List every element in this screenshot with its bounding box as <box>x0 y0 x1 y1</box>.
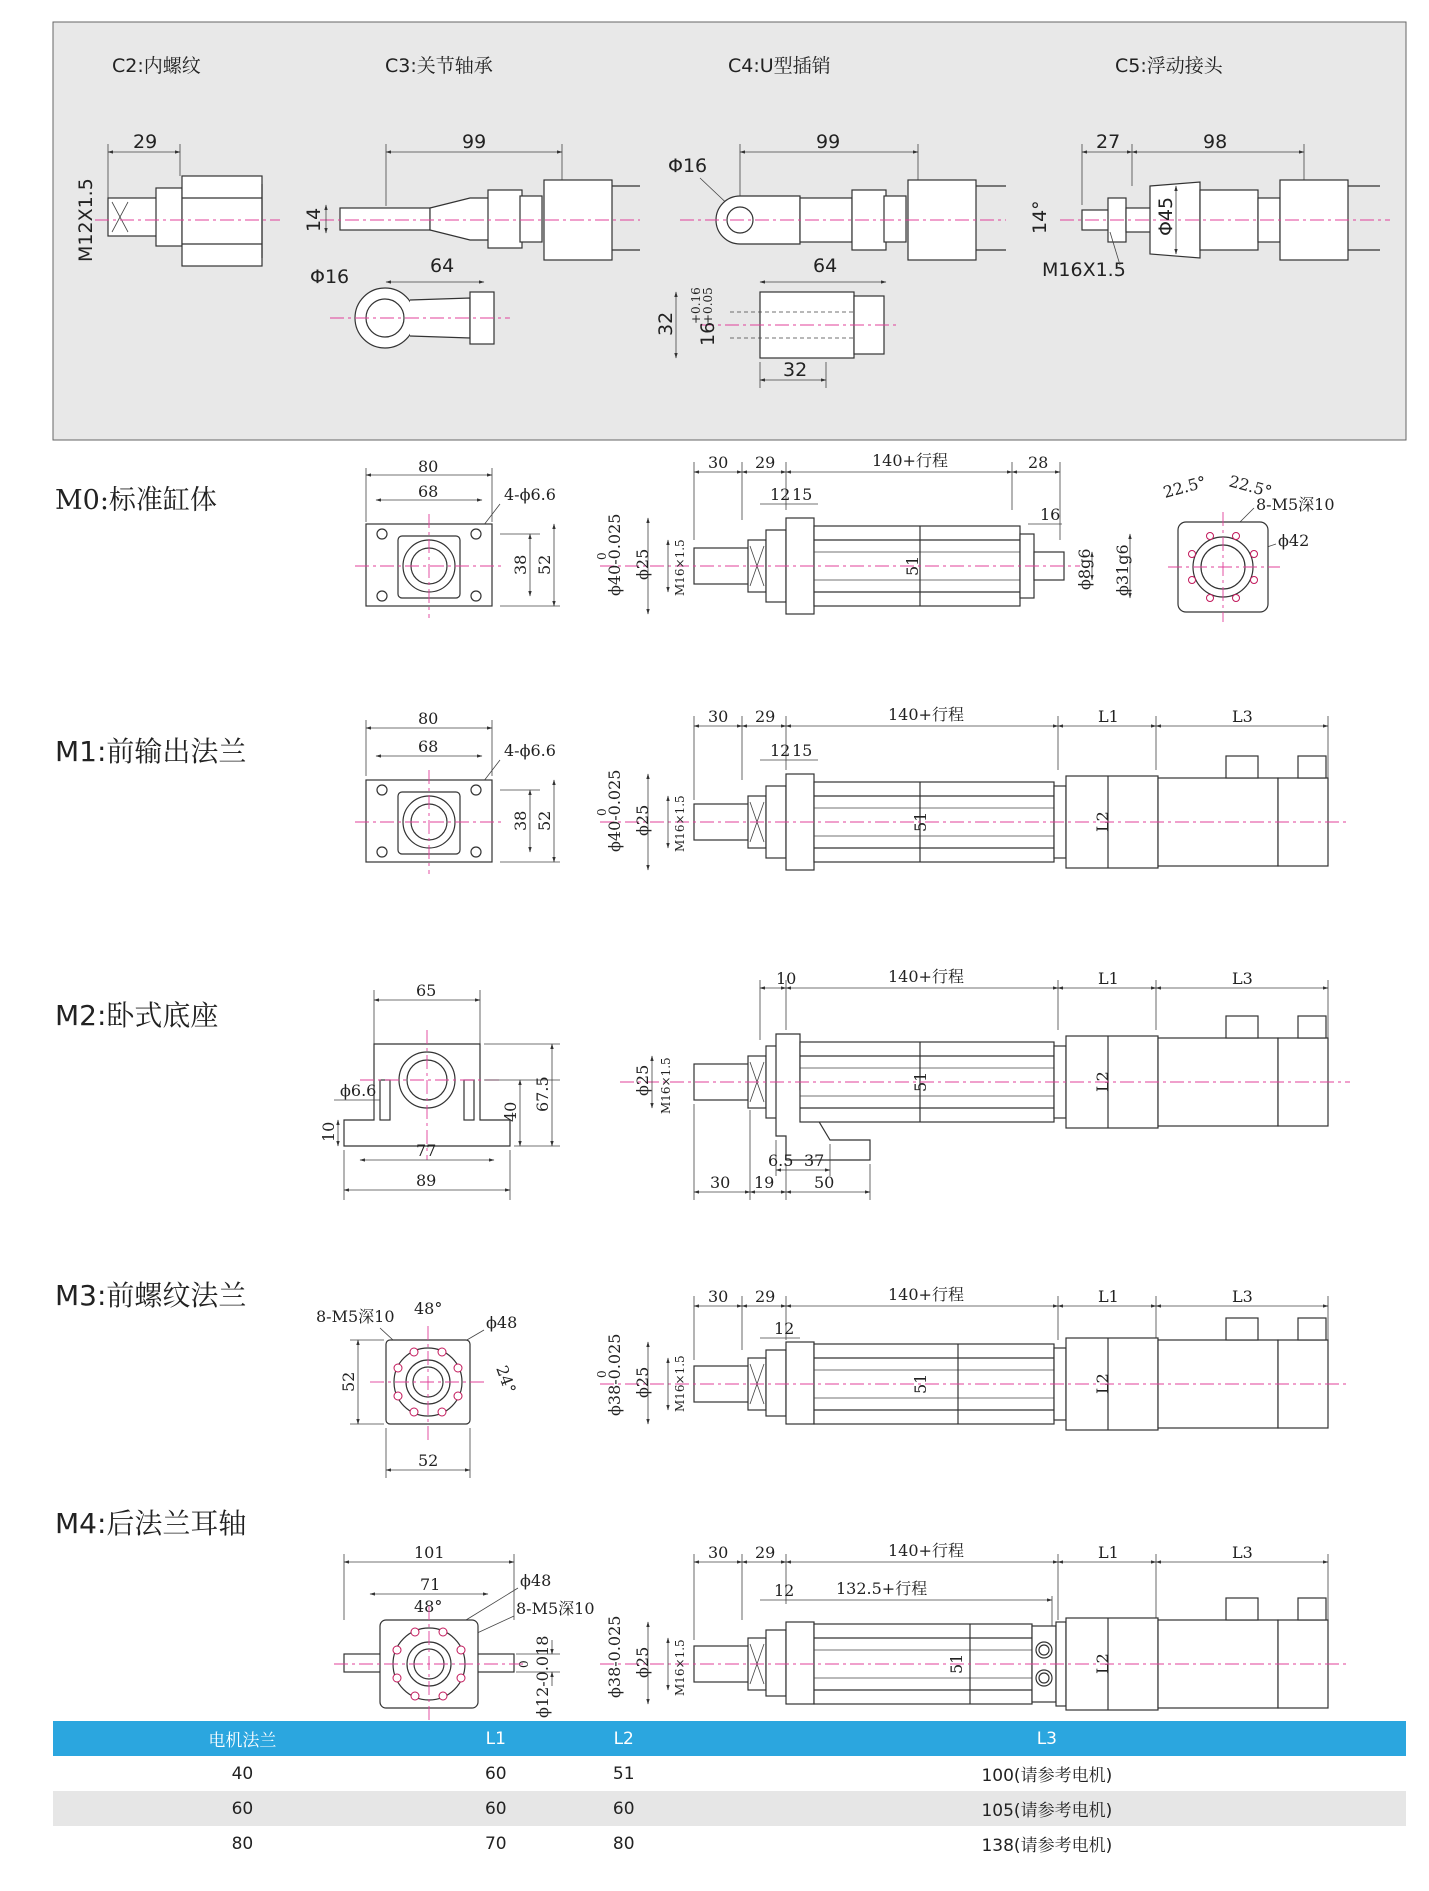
m1-w: 80 <box>418 709 439 728</box>
m3-w52: 52 <box>418 1451 439 1470</box>
table-cell: 40 <box>231 1763 254 1784</box>
m0-ang1: 22.5° <box>1161 472 1209 502</box>
table-cell: 60 <box>432 1791 560 1826</box>
table-header-row <box>53 1721 1406 1756</box>
m4-phi25: ϕ25 <box>633 1646 652 1678</box>
c5-dim-a: 27 <box>1096 131 1121 153</box>
m0-tapped: 8-M5深10 <box>1256 495 1335 514</box>
m1-d30: 30 <box>708 707 729 726</box>
table-cell: 51 <box>612 1763 635 1784</box>
table-cell: 100(请参考电机) <box>981 1766 1113 1786</box>
m1-L1: L1 <box>1098 707 1119 726</box>
m2-w89: 89 <box>416 1171 437 1190</box>
m2-thread: M16×1.5 <box>659 1057 673 1114</box>
m4-title: M4:后法兰耳轴 <box>55 1507 247 1540</box>
m3-title: M3:前螺纹法兰 <box>55 1279 247 1312</box>
m0-h: 52 <box>535 554 554 575</box>
m2-L1: L1 <box>1098 969 1119 988</box>
table-cell: 60 <box>53 1791 432 1826</box>
m1-tol0: 0 <box>595 808 609 816</box>
m2-phi25: ϕ25 <box>633 1064 652 1096</box>
m1-front-view <box>355 709 560 874</box>
m0-d29: 29 <box>755 453 776 472</box>
m3-thread: M16×1.5 <box>673 1355 687 1412</box>
m4-tapped: 8-M5深10 <box>516 1599 595 1618</box>
c5-dim-b: 98 <box>1203 131 1228 153</box>
c4-tol-upper: +0.16 <box>689 287 703 324</box>
table-row <box>53 1791 1406 1826</box>
c4-dim-pin: Φ16 <box>668 155 708 177</box>
c4-dim-fork-len: 64 <box>813 255 838 277</box>
m3-tol0: 0 <box>595 1370 609 1378</box>
c5-title: C5:浮动接头 <box>1115 55 1223 77</box>
m4-rear-trunnion <box>334 1541 1350 1722</box>
m0-d12: 12 <box>770 485 791 504</box>
m0-title: M0:标准缸体 <box>55 485 217 516</box>
m1-d12: 12 <box>770 741 791 760</box>
m1-thread: M16×1.5 <box>673 795 687 852</box>
m1-body-w: 51 <box>911 811 930 832</box>
m4-phi38: ϕ38-0.025 <box>605 1615 624 1698</box>
c4-dim-height: 32 <box>655 311 677 336</box>
m0-phi31: ϕ31g6 <box>1113 544 1132 596</box>
m1-L3: L3 <box>1232 707 1253 726</box>
m4-ang48: 48° <box>414 1597 443 1616</box>
m2-L3: L3 <box>1232 969 1253 988</box>
c3-dim-length: 99 <box>462 131 487 153</box>
table-cell: 80 <box>612 1833 635 1854</box>
m2-d10: 10 <box>776 969 797 988</box>
c5-thread: M16X1.5 <box>1042 259 1126 281</box>
m4-stroke2: 132.5+行程 <box>836 1579 928 1598</box>
m0-phi8: ϕ8g6 <box>1075 548 1094 590</box>
m2-w77: 77 <box>416 1141 437 1160</box>
m1-side-view <box>595 705 1350 870</box>
m4-d29: 29 <box>755 1543 776 1562</box>
m0-thread: M16×1.5 <box>673 539 687 596</box>
m0-ang2: 22.5° <box>1226 471 1275 502</box>
m0-d16: 16 <box>1040 505 1061 524</box>
m1-h: 52 <box>535 810 554 831</box>
m0-phi40: ϕ40-0.025 <box>605 513 624 596</box>
table-header-cell: L1 <box>432 1721 560 1756</box>
m3-L3: L3 <box>1232 1287 1253 1306</box>
c3-dim-eye: 64 <box>430 255 455 277</box>
m2-d30: 30 <box>710 1173 731 1192</box>
m0-side-view <box>595 451 1132 614</box>
m4-L2: L2 <box>1093 1653 1112 1674</box>
table-header-cell: L3 <box>688 1721 1406 1756</box>
m4-d12: 12 <box>774 1581 795 1600</box>
table-row <box>53 1826 1406 1861</box>
m1-phi25: ϕ25 <box>633 804 652 836</box>
c4-title: C4:U型插销 <box>728 55 831 77</box>
m2-w65: 65 <box>416 981 437 1000</box>
m1-stroke: 140+行程 <box>888 705 964 724</box>
m4-tol0: 0 <box>517 1660 531 1668</box>
m2-h675: 67.5 <box>533 1076 552 1112</box>
c4-dim-length: 99 <box>816 131 841 153</box>
m3-front-thread-flange <box>316 1285 1350 1478</box>
table-cell: 60 <box>484 1763 507 1784</box>
m2-side-view <box>620 967 1350 1200</box>
m4-stroke: 140+行程 <box>888 1541 964 1560</box>
m2-d19: 19 <box>754 1173 775 1192</box>
c2-dim-length: 29 <box>133 131 158 153</box>
m4-front-view <box>334 1543 595 1722</box>
c3-dim-bore: Φ16 <box>310 266 350 288</box>
m3-d29: 29 <box>755 1287 776 1306</box>
m0-stroke: 140+行程 <box>872 451 948 470</box>
c3-dim-thread: 14 <box>303 207 325 232</box>
m3-ang48: 48° <box>414 1299 443 1318</box>
m4-side-view <box>600 1541 1350 1710</box>
m2-body-w: 51 <box>911 1071 930 1092</box>
m0-standard-cylinder <box>355 451 1335 622</box>
m4-body-w: 51 <box>947 1653 966 1674</box>
m3-phi48: ϕ48 <box>486 1313 518 1332</box>
m1-d15: 15 <box>792 741 813 760</box>
m2-stroke: 140+行程 <box>888 967 964 986</box>
m1-pitch: 68 <box>418 737 439 756</box>
m1-holes: 4-ϕ6.6 <box>504 741 556 760</box>
m0-tol0: 0 <box>595 552 609 560</box>
c3-title: C3:关节轴承 <box>385 55 493 77</box>
m3-phi38: ϕ38-0.025 <box>605 1333 624 1416</box>
m4-w101: 101 <box>414 1543 445 1562</box>
table-cell: 70 <box>484 1833 507 1854</box>
m3-side-view <box>595 1285 1350 1430</box>
m4-phi12: ϕ12-0.018 <box>533 1635 552 1718</box>
m1-L2: L2 <box>1093 811 1112 832</box>
c4-dim-fork-depth: 32 <box>783 359 808 381</box>
m3-L2: L2 <box>1093 1373 1112 1394</box>
table-cell: 138(请参考电机) <box>981 1836 1113 1856</box>
m2-d37: 37 <box>804 1151 825 1170</box>
m0-rear-view <box>1161 472 1334 622</box>
m1-phi40: ϕ40-0.025 <box>605 769 624 852</box>
m2-foot-mount <box>319 967 1350 1200</box>
m4-d30: 30 <box>708 1543 729 1562</box>
m2-front-view <box>319 981 560 1200</box>
c4-dim-slot: 16 <box>697 321 719 346</box>
m4-L3: L3 <box>1232 1543 1253 1562</box>
c4-tol-lower: +0.05 <box>701 287 715 324</box>
m0-w: 80 <box>418 457 439 476</box>
m3-tapped: 8-M5深10 <box>316 1307 395 1326</box>
m3-h52: 52 <box>339 1371 358 1392</box>
m3-stroke: 140+行程 <box>888 1285 964 1304</box>
m4-L1: L1 <box>1098 1543 1119 1562</box>
m0-body-w: 51 <box>903 555 922 576</box>
m3-phi25: ϕ25 <box>633 1366 652 1398</box>
table-header-cell: 电机法兰 <box>53 1721 432 1756</box>
m3-body-w: 51 <box>911 1373 930 1394</box>
m3-d30: 30 <box>708 1287 729 1306</box>
m0-d30: 30 <box>708 453 729 472</box>
m2-d65: 6.5 <box>768 1151 794 1170</box>
m0-d15: 15 <box>792 485 813 504</box>
c5-dim-dia: Φ45 <box>1155 196 1177 236</box>
m0-holes: 4-ϕ6.6 <box>504 485 556 504</box>
m0-d28: 28 <box>1028 453 1049 472</box>
m0-phi25: ϕ25 <box>633 548 652 580</box>
m2-title: M2:卧式底座 <box>55 999 219 1032</box>
m3-ang24: 24° <box>492 1362 520 1397</box>
c5-dim-angle: 14° <box>1029 200 1051 234</box>
m2-L2: L2 <box>1093 1071 1112 1092</box>
table-header-cell: L2 <box>560 1721 688 1756</box>
m3-d12: 12 <box>774 1319 795 1338</box>
table-row <box>53 1756 1406 1791</box>
motor-flange-table <box>53 1721 1406 1861</box>
m1-h-pitch: 38 <box>511 810 530 831</box>
m4-phi48: ϕ48 <box>520 1571 552 1590</box>
accessory-panel <box>53 22 1406 440</box>
m0-front-view <box>355 457 560 618</box>
c2-title: C2:内螺纹 <box>112 55 201 77</box>
table-cell: 60 <box>560 1791 688 1826</box>
m0-h-pitch: 38 <box>511 554 530 575</box>
table-cell: 80 <box>231 1833 254 1854</box>
m3-L1: L1 <box>1098 1287 1119 1306</box>
m2-h10: 10 <box>319 1121 338 1142</box>
table-cell: 105(请参考电机) <box>688 1791 1406 1826</box>
m1-title: M1:前输出法兰 <box>55 735 247 768</box>
m4-w71: 71 <box>420 1575 441 1594</box>
m3-front-view <box>316 1299 520 1478</box>
m2-hole: ϕ6.6 <box>340 1081 377 1100</box>
m2-h40: 40 <box>501 1101 520 1122</box>
m0-phi42: ϕ42 <box>1278 531 1310 550</box>
m2-d50: 50 <box>814 1173 835 1192</box>
m1-d29: 29 <box>755 707 776 726</box>
c2-thread: M12X1.5 <box>75 178 97 262</box>
m0-pitch: 68 <box>418 482 439 501</box>
m1-front-flange <box>355 705 1350 874</box>
m4-thread: M16×1.5 <box>673 1639 687 1696</box>
